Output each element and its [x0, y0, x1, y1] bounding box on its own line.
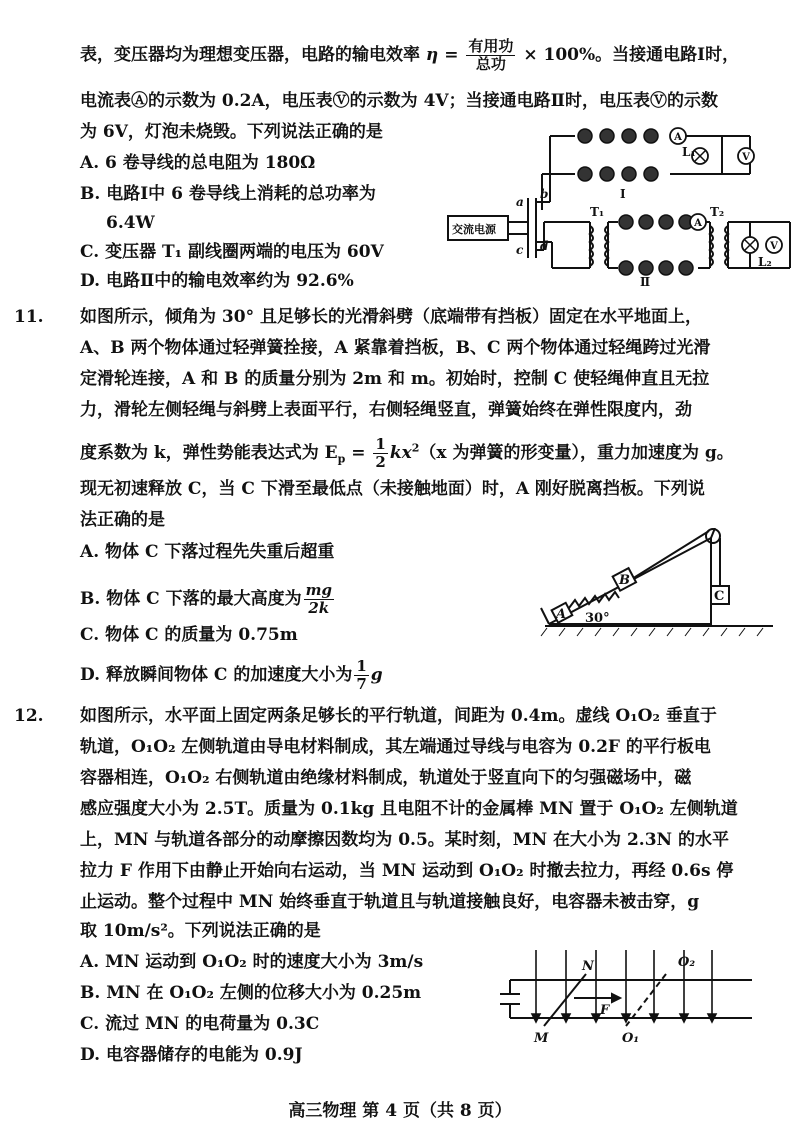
q11-option-a: A. 物体 C 下落过程先失重后超重 — [80, 542, 335, 562]
q11-line3: 定滑轮连接，A 和 B 的质量分别为 2m 和 m。初始时，控制 C 使轻绳伸直且无拉 — [80, 369, 710, 389]
q10-line3: 为 6V，灯泡未烧毁。下列说法正确的是 — [80, 122, 383, 142]
one-num: 1 — [356, 657, 367, 675]
terminal-b: b — [540, 187, 549, 201]
transformer-t2-label: T₂ — [710, 205, 725, 219]
mg-num: mg — [305, 581, 332, 599]
voltmeter-2-label: V — [770, 241, 778, 252]
q11-line6: 现无初速释放 C，当 C 下滑至最低点（未接触地面）时，A 刚好脱离挡板。下列说 — [80, 479, 705, 499]
q11-equals: = — [345, 443, 372, 463]
transformer-t1-label: T₁ — [590, 205, 605, 219]
half-fraction — [373, 436, 387, 471]
q10-circuit-figure — [440, 118, 800, 288]
block-c-label: C — [714, 589, 725, 604]
terminal-c: c — [516, 243, 524, 257]
circuit-1-label: Ⅰ — [620, 187, 626, 201]
point-m-label: M — [534, 1031, 549, 1046]
q10-option-d: D. 电路Ⅱ中的输电效率约为 92.6% — [80, 271, 354, 291]
q11-line5-tail: （x 为弹簧的形变量），重力加速度为 g。 — [419, 443, 734, 463]
q12-line7: 止运动。整个过程中 MN 始终垂直于轨道且与轨道接触良好，电容器未被击穿，g — [80, 892, 700, 912]
q10-line1 — [80, 38, 739, 73]
q12-option-d: D. 电容器储存的电能为 0.9J — [80, 1045, 303, 1065]
q10-option-c: C. 变压器 T₁ 副线圈两端的电压为 60V — [80, 242, 384, 262]
circuit-2-label: Ⅱ — [640, 275, 651, 288]
wire-rolls — [578, 129, 693, 275]
q11-option-c: C. 物体 C 的质量为 0.75m — [80, 625, 298, 645]
lamp-l2-label: L₂ — [758, 255, 772, 269]
ammeter-label: A — [674, 132, 682, 143]
q11-line1: 如图所示，倾角为 30° 且足够长的光滑斜劈（底端带有挡板）固定在水平地面上， — [80, 307, 702, 327]
q11-incline-figure — [535, 528, 775, 638]
q12-line3: 容器相连，O₁O₂ 右侧轨道由绝缘材料制成，轨道处于竖直向下的匀强磁场中，磁 — [80, 768, 692, 788]
rope-left — [627, 531, 709, 582]
one-seventh-fraction — [354, 658, 368, 693]
stopper-plate — [541, 608, 549, 624]
block-a-label: A — [556, 607, 567, 622]
kx-exponent: 2 — [411, 441, 420, 455]
q11-line5-text: 度系数为 k，弹性势能表达式为 E — [80, 443, 338, 463]
q11-line4: 力，滑轮左侧轻绳与斜劈上表面平行，右侧轻绳竖直，弹簧始终在弹性限度内，劲 — [80, 400, 692, 420]
q10-option-b-cont: 6.4W — [106, 213, 155, 233]
lamp-l1-label: L₁ — [682, 145, 696, 159]
voltmeter-label: V — [742, 152, 750, 163]
fraction-denominator: 总功 — [475, 55, 506, 73]
q10-option-b: B. 电路Ⅰ中 6 卷导线上消耗的总功率为 — [80, 184, 376, 204]
q12-line4: 感应强度大小为 2.5T。质量为 0.1kg 且电阻不计的金属棒 MN 置于 O₁O₂ 左侧轨道 — [80, 799, 738, 819]
terminal-d: d — [540, 239, 549, 253]
q10-line1-text-b: × 100%。当接通电路Ⅰ时， — [523, 45, 740, 65]
incline-angle-label: 30° — [585, 611, 610, 626]
kx-term: kx — [389, 443, 412, 463]
q12-line8: 取 10m/s²。下列说法正确的是 — [80, 921, 321, 941]
mg-2k-fraction — [304, 582, 334, 617]
block-b-label: B — [619, 573, 630, 588]
force-f-label: F — [600, 1003, 610, 1018]
seven-den: 7 — [356, 675, 367, 693]
eta-symbol: η — [425, 45, 439, 65]
ac-source-label: 交流电源 — [452, 223, 496, 236]
q10-line2: 电流表Ⓐ的示数为 0.2A，电压表Ⓥ的示数为 4V；当接通电路Ⅱ时，电压表Ⓥ的示数 — [80, 91, 718, 111]
q11-line7: 法正确的是 — [80, 510, 165, 530]
q12-rail-figure — [490, 948, 760, 1048]
q12-option-a: A. MN 运动到 O₁O₂ 时的速度大小为 3m/s — [80, 952, 424, 972]
q12-option-c: C. 流过 MN 的电荷量为 0.3C — [80, 1014, 320, 1034]
q10-line1-text-a: 表，变压器均为理想变压器，电路的输电效率 — [80, 45, 420, 65]
terminal-a: a — [516, 195, 524, 209]
q11-option-b-text: B. 物体 C 下落的最大高度为 — [80, 589, 302, 609]
q11-line2: A、B 两个物体通过轻弹簧拴接，A 紧靠着挡板，B、C 两个物体通过轻绳跨过光滑 — [80, 338, 711, 358]
q10-option-a: A. 6 卷导线的总电阻为 180Ω — [80, 153, 316, 173]
q12-line2: 轨道，O₁O₂ 左侧轨道由导电材料制成，其左端通过导线与电容为 0.2F 的平行板电 — [80, 737, 711, 757]
q12-line5: 上，MN 与轨道各部分的动摩擦因数均为 0.5。某时刻，MN 在大小为 2.3N 的水平 — [80, 830, 729, 850]
q12-number: 12. — [14, 706, 44, 726]
q11-number: 11. — [14, 307, 44, 327]
point-o1-label: O₁ — [622, 1031, 640, 1046]
point-n-label: N — [582, 959, 594, 974]
q11-line5 — [80, 436, 734, 471]
ep-subscript: p — [337, 452, 346, 466]
equals-sign: = — [444, 45, 459, 65]
g-symbol: g — [370, 665, 383, 685]
q11-option-d-text: D. 释放瞬间物体 C 的加速度大小为 — [80, 665, 353, 685]
q12-option-b: B. MN 在 O₁O₂ 左侧的位移大小为 0.25m — [80, 983, 422, 1003]
q11-option-b — [80, 582, 336, 617]
page-footer: 高三物理 第 4 页（共 8 页） — [288, 1101, 512, 1121]
fraction-numerator: 有用功 — [468, 37, 514, 55]
2k-den: 2k — [308, 599, 330, 617]
half-num: 1 — [375, 435, 386, 453]
half-den: 2 — [375, 453, 386, 471]
q12-line1: 如图所示，水平面上固定两条足够长的平行轨道，间距为 0.4m。虚线 O₁O₂ 垂直于 — [80, 706, 717, 726]
point-o2-label: O₂ — [678, 955, 696, 970]
q12-line6: 拉力 F 作用下由静止开始向右运动，当 MN 运动到 O₁O₂ 时撤去拉力，再经 0.6s 停 — [80, 861, 734, 881]
force-arrowhead — [612, 994, 620, 1002]
q11-option-d — [80, 658, 383, 693]
ammeter-2-label: A — [694, 218, 702, 229]
efficiency-fraction — [466, 38, 515, 73]
